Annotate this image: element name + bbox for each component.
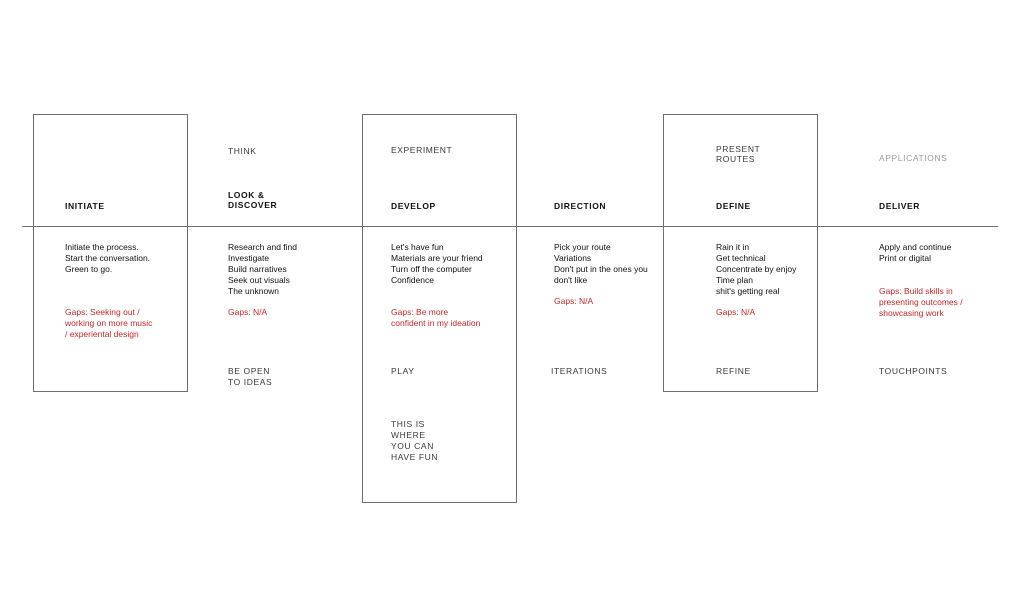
define-heading: DEFINE [716,201,751,211]
deliver-gaps: Gaps: Build skills in presenting outcomes / showcasing work [879,286,963,318]
deliver-heading: DELIVER [879,201,921,211]
present-routes-label: PRESENT ROUTES [716,144,761,164]
experiment-label: EXPERIMENT [391,145,453,155]
process-timeline-line [22,226,998,227]
develop-body: Let's have fun Materials are your friend Turn off the computer Confidence [391,242,483,285]
think-label: THINK [228,146,257,156]
look-discover-body: Research and find Investigate Build narratives Seek out visuals The unknown [228,242,297,296]
define-gaps: Gaps: N/A [716,307,756,317]
be-open-label: BE OPEN TO IDEAS [228,366,273,387]
refine-label: REFINE [716,366,751,376]
look-discover-gaps: Gaps: N/A [228,307,268,317]
initiate-heading: INITIATE [65,201,105,211]
direction-body: Pick your route Variations Don't put in the ones you don't like [554,242,648,285]
direction-gaps: Gaps: N/A [554,296,594,306]
direction-heading: DIRECTION [554,201,607,211]
have-fun-note: THIS IS WHERE YOU CAN HAVE FUN [391,419,439,462]
play-label: PLAY [391,366,415,376]
iterations-label: ITERATIONS [551,366,608,376]
applications-label: APPLICATIONS [879,153,948,163]
initiate-body: Initiate the process. Start the conversation. Green to go. [65,242,151,274]
look-discover-heading: LOOK & DISCOVER [228,190,278,210]
deliver-body: Apply and continue Print or digital [879,242,952,263]
define-body: Rain it in Get technical Concentrate by enjoy Time plan shit's getting real [716,242,797,296]
develop-heading: DEVELOP [391,201,436,211]
develop-gaps: Gaps: Be more confident in my ideation [391,307,481,328]
touchpoints-label: TOUCHPOINTS [879,366,948,376]
initiate-gaps: Gaps: Seeking out / working on more music / experiental design [65,307,153,339]
